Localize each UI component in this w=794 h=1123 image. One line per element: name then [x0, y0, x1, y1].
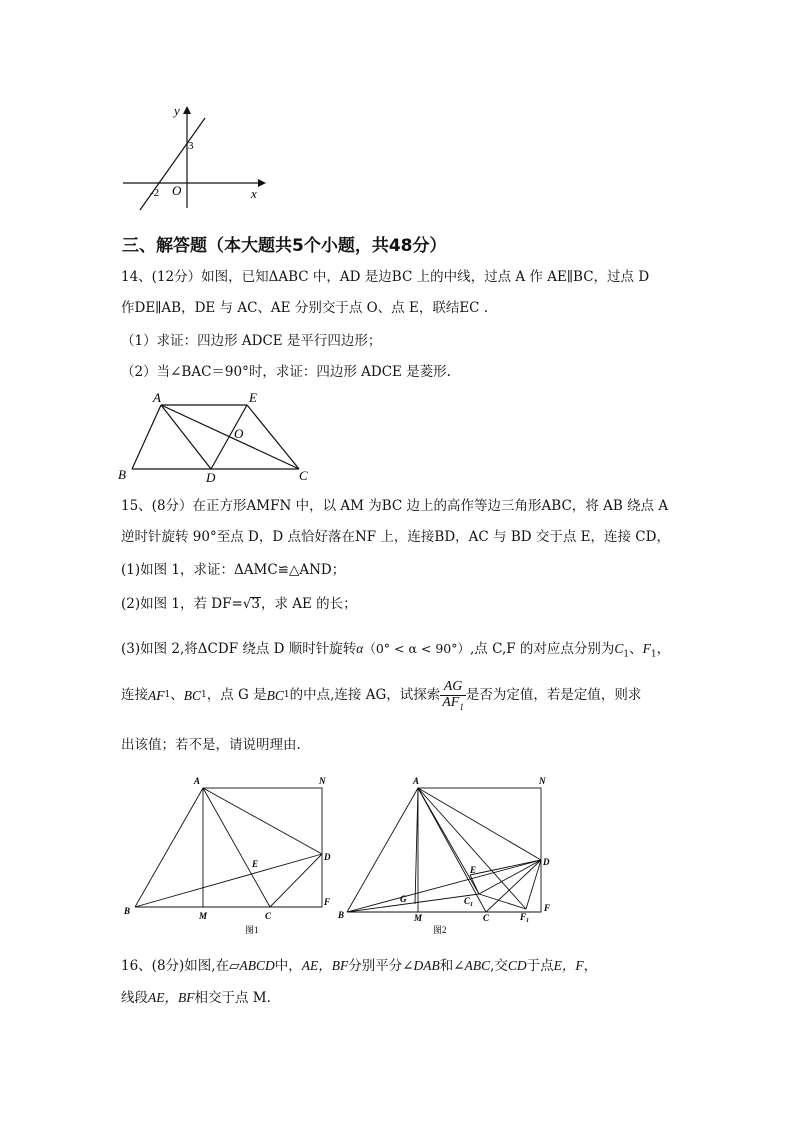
fig2-label-g: G — [400, 894, 407, 904]
fig2-label-d: D — [543, 857, 550, 867]
fig1-label-b: B — [124, 906, 131, 916]
q15-line-5-end: ， — [656, 641, 671, 657]
fig2-label-e: E — [470, 865, 477, 875]
fig2-f1-letter: F — [520, 912, 527, 922]
q14-label-c: C — [299, 468, 308, 483]
q14-figure — [113, 388, 318, 483]
fig2-label-n: N — [539, 776, 546, 786]
fraction-den-sub: 1 — [459, 701, 464, 712]
q14-line-3: （1）求证：四边形 ADCE 是平行四边形； — [121, 333, 382, 349]
fig2-label-m: M — [414, 913, 423, 923]
abcd-label: ABCD — [239, 958, 275, 973]
q15-line-7: 出该值；若不是，请说明理由. — [121, 737, 301, 753]
y-axis-arrow — [183, 106, 191, 114]
bc1-symbol-b: BC — [266, 688, 284, 704]
q14-label-b: B — [118, 467, 126, 482]
q15-line-4-post: ，求 AE 的长； — [261, 596, 357, 612]
fig2-c1-sub: 1 — [470, 902, 474, 908]
fig1-label-d: D — [324, 852, 331, 862]
c1-subscript: 1 — [623, 649, 630, 660]
fraction-den-text: AF — [442, 694, 460, 710]
fraction-denominator — [440, 696, 466, 712]
ae-bf-label: AE，BF — [301, 958, 349, 973]
q15-line-6-mid: ，点 G 是 — [206, 687, 267, 704]
q15-line-2: 逆时针旋转 90°至点 D，D 点恰好落在NF 上，连接BD，AC 与 BD 交于点 E，连接 CD， — [121, 529, 670, 545]
q15-line-5-post: ,点 C,F 的对应点分别为 — [470, 641, 615, 657]
q15-line-5 — [121, 642, 670, 660]
cd-label: CD — [507, 958, 527, 973]
q15-line-6 — [121, 680, 641, 712]
q14-label-d: D — [206, 470, 216, 483]
q15-line-4-pre: (2)如图 1，若 DF= — [121, 596, 243, 612]
q15-figure-1 — [118, 772, 338, 937]
x-label: x — [251, 186, 257, 201]
q15-line-5-pre: (3)如图 2,将ΔCDF 绕点 D 顺时针旋转 — [121, 641, 357, 657]
sqrt-symbol: √ — [242, 596, 252, 612]
q15-line-1: 15、(8分）在正方形AMFN 中，以 AM 为BC 边上的高作等边三角形ABC，将 AB 绕点 A — [121, 498, 669, 514]
fig2-label-c1 — [464, 896, 473, 908]
q14-line-4: （2）当∠BAC＝90°时，求证：四边形 ADCE 是菱形. — [121, 364, 451, 380]
angle-dab: ∠DAB — [402, 958, 440, 973]
q15-line-6-sep: 、 — [170, 687, 184, 704]
q16-line-1-end: ， — [583, 958, 598, 974]
af1-symbol: AF — [148, 688, 165, 704]
q15-figure-2 — [334, 772, 564, 937]
q16-line-1-and: 和 — [439, 958, 454, 974]
x-axis-arrow — [258, 179, 266, 187]
alpha-range: （0° < α < 90°） — [363, 641, 471, 656]
q14-line-1: 14、(12分）如图，已知ΔABC 中，AD 是边BC 上的中线，过点 A 作 AE∥BC，过点 D — [121, 269, 650, 285]
q16-line-1 — [121, 959, 597, 974]
q15-line-4 — [121, 597, 357, 612]
q16-line-1-mid2: 分别平分 — [348, 958, 403, 974]
c1-symbol: C — [614, 641, 624, 656]
q16-line-1-mid3: ,交 — [490, 958, 508, 974]
f1-subscript: 1 — [650, 649, 657, 660]
fig2-caption: 图2 — [433, 925, 447, 935]
q14-line-2: 作DE∥AB，DE 与 AC、AE 分别交于点 O、点 E，联结EC . — [121, 300, 489, 316]
label-3: 3 — [188, 140, 194, 152]
fig1-label-e: E — [252, 859, 259, 869]
q15-line-6-pre: 连接 — [121, 687, 148, 704]
q16-line-2-pre: 线段 — [121, 990, 148, 1006]
origin-label: O — [172, 183, 182, 198]
q15-line-6-mid2: 的中点,连接 AG，试探索 — [289, 687, 441, 704]
fig2-label-f: F — [544, 903, 551, 913]
fig1-caption: 图1 — [245, 925, 259, 935]
f1-symbol: F — [642, 641, 651, 656]
y-label: y — [174, 103, 180, 118]
fig1-label-a: A — [194, 776, 201, 786]
fig1-label-c: C — [265, 911, 272, 921]
q14-label-o: O — [234, 426, 244, 441]
ag-af1-fraction — [440, 680, 466, 712]
q16-line-1-mid: 中， — [274, 958, 302, 974]
bc1-subscript: 1 — [201, 690, 207, 701]
line-graph-figure — [118, 98, 268, 213]
q16-line-2-post: 相交于点 M. — [194, 990, 271, 1006]
q15-line-3: (1)如图 1，求证：ΔAMC≌△AND； — [121, 562, 346, 578]
q14-label-e: E — [249, 390, 257, 405]
fig1-label-m: M — [199, 911, 208, 921]
fig2-label-a: A — [413, 776, 420, 786]
fig2-c1-letter: C — [464, 896, 471, 906]
fig1-label-f: F — [324, 897, 331, 907]
af1-subscript: 1 — [164, 690, 171, 701]
fraction-numerator: AG — [440, 680, 466, 696]
label-neg2: -2 — [150, 187, 160, 199]
ef-label: E，F — [553, 958, 584, 973]
q15-line-6-post: 是否为定值，若是定值，则求 — [465, 687, 642, 704]
q16-line-2 — [121, 991, 271, 1006]
fig2-f1-sub: 1 — [526, 918, 530, 924]
bc1-symbol: BC — [183, 688, 201, 704]
q16-line-1-pre: 16、(8分)如图,在 — [121, 958, 230, 974]
section-heading: 三、解答题（本大题共5个小题，共48分） — [122, 236, 447, 256]
bc1-subscript-b: 1 — [283, 690, 290, 701]
ae-bf-label-2: AE，BF — [148, 990, 195, 1005]
angle-abc: ∠ABC — [453, 958, 491, 973]
q14-label-a: A — [153, 390, 161, 405]
q16-line-1-mid4: 于点 — [526, 958, 554, 974]
fig1-label-n: N — [319, 776, 326, 786]
fig2-label-b: B — [338, 910, 345, 920]
fig2-label-c: C — [483, 913, 490, 923]
q15-line-5-sep: 、 — [629, 641, 643, 657]
parallelogram-symbol: ▱ — [229, 958, 240, 974]
alpha-symbol: α — [356, 641, 364, 656]
fig2-label-f1 — [519, 912, 529, 924]
sqrt-radicand: 3 — [251, 596, 260, 612]
